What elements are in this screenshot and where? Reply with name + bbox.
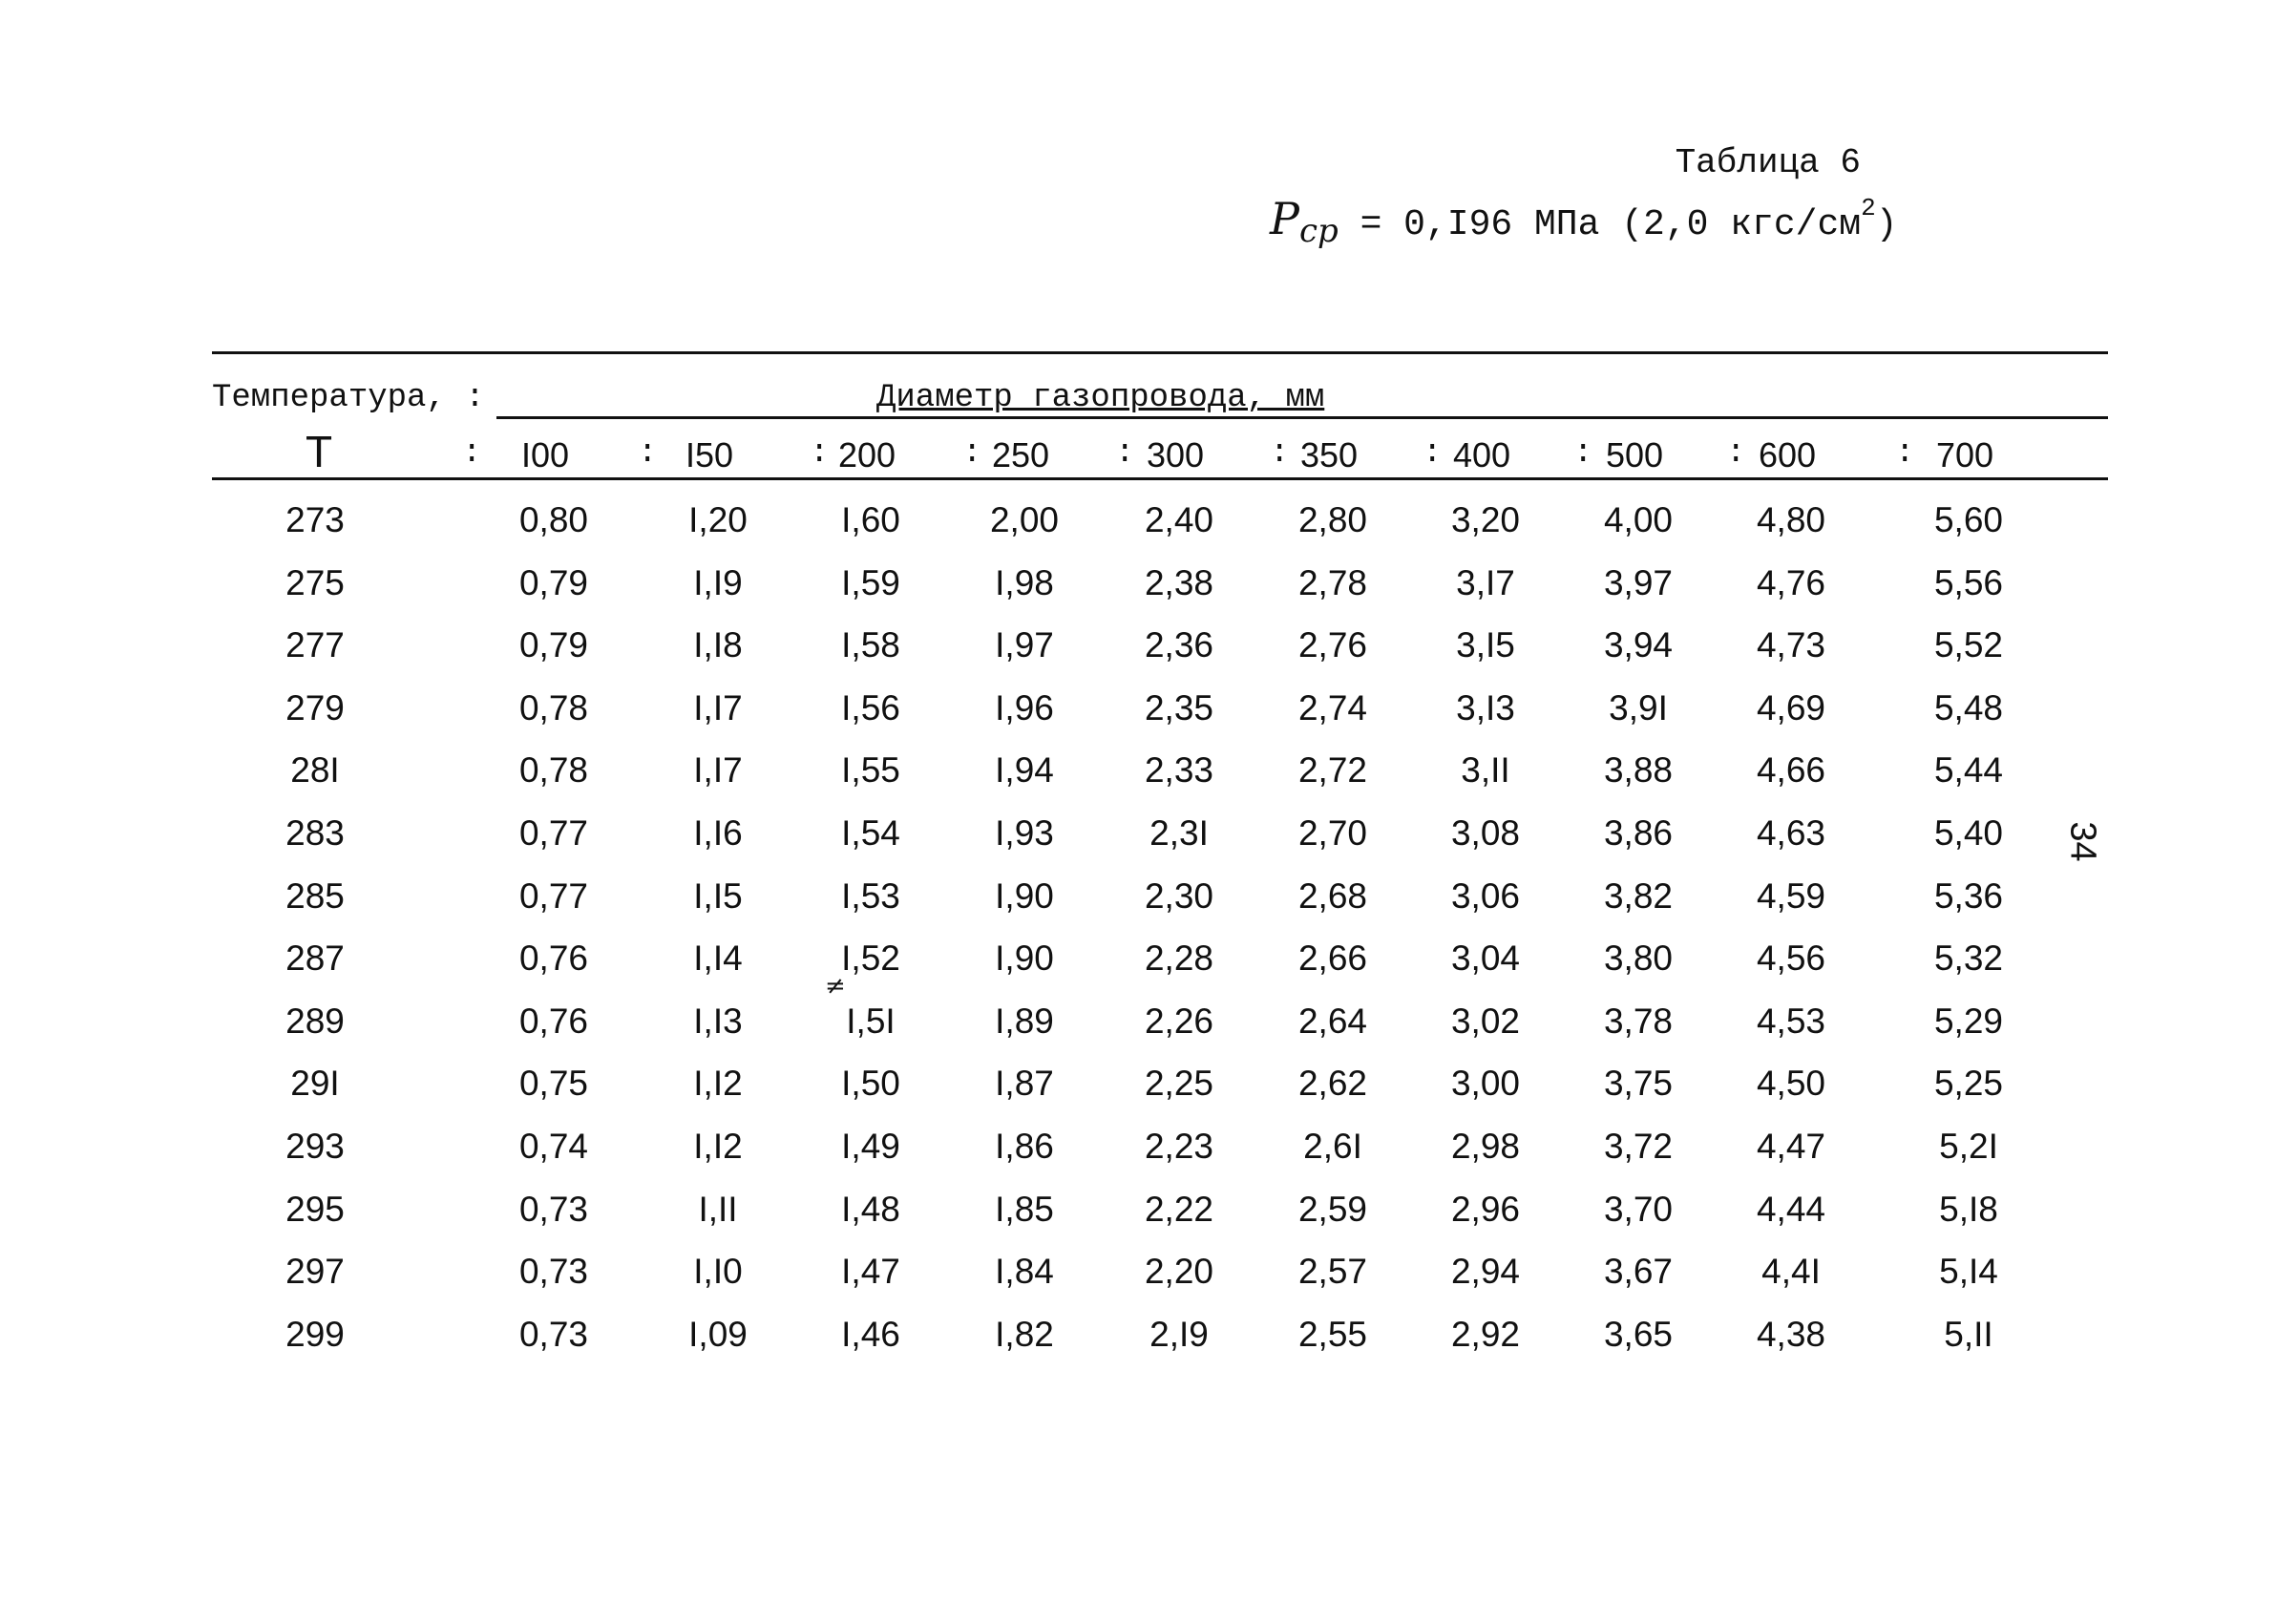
temperature-cell: 299	[285, 1314, 345, 1354]
value-cell: 2,76	[1297, 625, 1367, 665]
value-cell: 2,20	[1144, 1252, 1213, 1292]
value-cell: I,56	[841, 687, 900, 728]
value-cell: 2,80	[1297, 500, 1367, 539]
value-cell: 4,00	[1603, 500, 1673, 539]
temperature-symbol: T	[306, 427, 333, 476]
value-cell: 0,73	[518, 1252, 588, 1292]
temperature-header: Температура, :	[212, 380, 485, 416]
value-cell: 3,06	[1450, 875, 1520, 916]
value-cell: I,96	[995, 687, 1054, 728]
diameter-column-header: 600	[1759, 435, 1817, 475]
value-cell: 0,79	[518, 562, 588, 602]
value-cell: 3,78	[1603, 1001, 1673, 1041]
value-cell: 4,63	[1756, 813, 1825, 853]
value-cell: 5,44	[1933, 750, 2003, 791]
value-cell: I,II	[698, 1189, 738, 1229]
value-cell: 0,80	[518, 500, 588, 539]
value-cell: 2,35	[1144, 687, 1213, 728]
value-cell: I,90	[995, 875, 1054, 916]
value-cell: I,89	[995, 1001, 1054, 1041]
value-cell: I,I3	[693, 1001, 743, 1041]
diameter-column-header: 700	[1936, 435, 1994, 475]
column-separator: :	[1270, 435, 1290, 472]
value-cell: 2,26	[1144, 1001, 1213, 1041]
value-cell: 0,76	[518, 1001, 588, 1041]
value-cell: 0,75	[518, 1064, 588, 1104]
value-cell: 2,30	[1144, 875, 1213, 916]
value-cell: I,86	[995, 1127, 1054, 1166]
table-caption: Таблица 6	[1675, 143, 1861, 182]
value-cell: 4,69	[1756, 687, 1825, 728]
value-cell: 2,70	[1297, 813, 1367, 853]
value-cell: 2,23	[1144, 1127, 1213, 1166]
value-cell: 2,59	[1297, 1189, 1367, 1229]
value-cell: 3,00	[1450, 1064, 1520, 1104]
value-cell: 2,28	[1144, 939, 1213, 979]
value-cell: 2,38	[1144, 562, 1213, 602]
value-cell: 4,73	[1756, 625, 1825, 665]
value-cell: 5,60	[1933, 500, 2003, 539]
temperature-cell: 295	[285, 1189, 345, 1229]
value-cell: 3,75	[1603, 1064, 1673, 1104]
diameter-column-header: 300	[1147, 435, 1205, 475]
value-cell: I,54	[841, 813, 900, 853]
value-cell: 4,59	[1756, 875, 1825, 916]
value-cell: 4,76	[1756, 562, 1825, 602]
temperature-cell: 273	[285, 500, 345, 539]
value-cell: 3,9I	[1609, 687, 1668, 728]
value-cell: 3,II	[1461, 750, 1510, 791]
value-cell: 2,78	[1297, 562, 1367, 602]
value-cell: 3,94	[1603, 625, 1673, 665]
value-cell: 3,86	[1603, 813, 1673, 853]
value-cell: 4,4I	[1761, 1252, 1821, 1292]
value-cell: 4,66	[1756, 750, 1825, 791]
diameter-header: Диаметр газопровода, мм	[876, 380, 1325, 416]
value-cell: 3,02	[1450, 1001, 1520, 1041]
value-cell: I,I6	[693, 813, 743, 853]
value-cell: I,I7	[693, 750, 743, 791]
value-cell: 2,33	[1144, 750, 1213, 791]
value-cell: 2,57	[1297, 1252, 1367, 1292]
value-cell: 0,79	[518, 625, 588, 665]
value-cell: 2,94	[1450, 1252, 1520, 1292]
diameter-column-header: 500	[1606, 435, 1664, 475]
value-cell: 5,25	[1933, 1064, 2003, 1104]
pressure-formula	[1270, 193, 1898, 250]
value-cell: 3,I7	[1456, 562, 1515, 602]
value-cell: I,I5	[693, 875, 743, 916]
diameter-column-header: I50	[685, 435, 734, 475]
value-cell: 3,I3	[1456, 687, 1515, 728]
column-separator: :	[638, 435, 658, 472]
column-separator: :	[962, 435, 982, 472]
value-cell: 0,78	[518, 750, 588, 791]
value-cell: 5,2I	[1939, 1127, 1998, 1166]
value-cell: I,5I	[846, 1001, 896, 1041]
value-cell: 2,96	[1450, 1189, 1520, 1229]
value-cell: 4,47	[1756, 1127, 1825, 1166]
value-cell: I,20	[688, 500, 748, 539]
value-cell: I,58	[841, 625, 900, 665]
value-cell: 2,3I	[1149, 813, 1209, 853]
value-cell: I,I4	[693, 939, 743, 979]
table-header-rule	[212, 477, 2108, 480]
value-cell: 3,65	[1603, 1314, 1673, 1354]
value-cell: I,97	[995, 625, 1054, 665]
value-cell: I,87	[995, 1064, 1054, 1104]
value-cell: 2,25	[1144, 1064, 1213, 1104]
value-cell: 4,38	[1756, 1314, 1825, 1354]
value-cell: 2,92	[1450, 1314, 1520, 1354]
value-cell: I,52	[841, 939, 900, 979]
value-cell: 3,97	[1603, 562, 1673, 602]
value-cell: 0,77	[518, 875, 588, 916]
value-cell: 2,22	[1144, 1189, 1213, 1229]
value-cell: 2,66	[1297, 939, 1367, 979]
value-cell: 2,68	[1297, 875, 1367, 916]
temperature-cell: 283	[285, 813, 345, 853]
value-cell: 3,20	[1450, 500, 1520, 539]
value-cell: 2,64	[1297, 1001, 1367, 1041]
value-cell: 5,40	[1933, 813, 2003, 853]
diameter-column-header: I00	[521, 435, 570, 475]
temperature-cell: 293	[285, 1127, 345, 1166]
temperature-cell: 275	[285, 562, 345, 602]
pressure-close: )	[1875, 204, 1898, 245]
temperature-cell: 297	[285, 1252, 345, 1292]
value-cell: I,I2	[693, 1127, 743, 1166]
value-cell: 5,I8	[1939, 1189, 1998, 1229]
value-cell: I,I0	[693, 1252, 743, 1292]
value-cell: 3,82	[1603, 875, 1673, 916]
page-number: 34	[2062, 821, 2103, 862]
value-cell: 3,72	[1603, 1127, 1673, 1166]
value-cell: 2,74	[1297, 687, 1367, 728]
value-cell: 3,I5	[1456, 625, 1515, 665]
value-cell: 0,77	[518, 813, 588, 853]
value-cell: 2,55	[1297, 1314, 1367, 1354]
value-cell: 2,40	[1144, 500, 1213, 539]
value-cell: 5,II	[1944, 1314, 1993, 1354]
value-cell: I,59	[841, 562, 900, 602]
temperature-cell: 287	[285, 939, 345, 979]
value-cell: I,I8	[693, 625, 743, 665]
temperature-cell: 277	[285, 625, 345, 665]
pressure-symbol: P	[1270, 193, 1299, 244]
value-cell: 5,32	[1933, 939, 2003, 979]
value-cell: I,82	[995, 1314, 1054, 1354]
value-cell: I,84	[995, 1252, 1054, 1292]
value-cell: I,55	[841, 750, 900, 791]
table-top-rule	[212, 351, 2108, 354]
temperature-cell: 28I	[290, 750, 340, 791]
value-cell: 3,70	[1603, 1189, 1673, 1229]
column-separator: :	[1573, 435, 1593, 472]
value-cell: 5,I4	[1939, 1252, 1998, 1292]
value-cell: 0,76	[518, 939, 588, 979]
pressure-value: = 0,I96 МПа (2,0 кгс/см	[1338, 204, 1862, 245]
value-cell: 4,50	[1756, 1064, 1825, 1104]
temperature-cell: 279	[285, 687, 345, 728]
temperature-cell: 285	[285, 875, 345, 916]
value-cell: I,49	[841, 1127, 900, 1166]
value-cell: I,53	[841, 875, 900, 916]
value-cell: I,60	[841, 500, 900, 539]
value-cell: I,50	[841, 1064, 900, 1104]
value-cell: 4,56	[1756, 939, 1825, 979]
value-cell: 2,00	[989, 500, 1059, 539]
value-cell: I,46	[841, 1314, 900, 1354]
value-cell: 0,74	[518, 1127, 588, 1166]
value-cell: I,94	[995, 750, 1054, 791]
value-cell: 2,98	[1450, 1127, 1520, 1166]
pressure-unit-exponent: 2	[1861, 194, 1876, 223]
column-separator: :	[1423, 435, 1443, 472]
value-cell: 0,78	[518, 687, 588, 728]
diameter-label-rule	[496, 416, 2108, 419]
value-cell: 4,80	[1756, 500, 1825, 539]
value-cell: 3,80	[1603, 939, 1673, 979]
value-cell: 0,73	[518, 1314, 588, 1354]
value-cell: 4,44	[1756, 1189, 1825, 1229]
value-cell: I,47	[841, 1252, 900, 1292]
value-cell: 2,I9	[1149, 1314, 1209, 1354]
value-cell: I,85	[995, 1189, 1054, 1229]
value-cell: 5,29	[1933, 1001, 2003, 1041]
value-cell: 2,6I	[1303, 1127, 1362, 1166]
pressure-subscript: cp	[1298, 212, 1339, 250]
value-cell: 2,36	[1144, 625, 1213, 665]
value-cell: I,I9	[693, 562, 743, 602]
value-cell: 3,04	[1450, 939, 1520, 979]
value-cell: 5,36	[1933, 875, 2003, 916]
margin-mark: ≠	[825, 972, 846, 1001]
value-cell: 5,52	[1933, 625, 2003, 665]
value-cell: I,09	[688, 1314, 748, 1354]
diameter-column-header: 250	[992, 435, 1050, 475]
value-cell: I,I2	[693, 1064, 743, 1104]
column-separator: :	[1115, 435, 1135, 472]
value-cell: 5,48	[1933, 687, 2003, 728]
diameter-column-header: 200	[838, 435, 896, 475]
value-cell: 3,08	[1450, 813, 1520, 853]
value-cell: 2,72	[1297, 750, 1367, 791]
value-cell: I,90	[995, 939, 1054, 979]
column-separator: :	[1726, 435, 1746, 472]
value-cell: 4,53	[1756, 1001, 1825, 1041]
temperature-cell: 289	[285, 1001, 345, 1041]
diameter-column-header: 400	[1453, 435, 1511, 475]
temperature-cell: 29I	[290, 1064, 340, 1104]
column-separator: :	[1895, 435, 1915, 472]
value-cell: 3,88	[1603, 750, 1673, 791]
diameter-column-header: 350	[1300, 435, 1359, 475]
value-cell: 3,67	[1603, 1252, 1673, 1292]
value-cell: I,98	[995, 562, 1054, 602]
value-cell: I,I7	[693, 687, 743, 728]
value-cell: I,48	[841, 1189, 900, 1229]
column-separator: :	[810, 435, 830, 472]
value-cell: 2,62	[1297, 1064, 1367, 1104]
value-cell: 0,73	[518, 1189, 588, 1229]
value-cell: I,93	[995, 813, 1054, 853]
column-separator: :	[462, 435, 482, 472]
value-cell: 5,56	[1933, 562, 2003, 602]
